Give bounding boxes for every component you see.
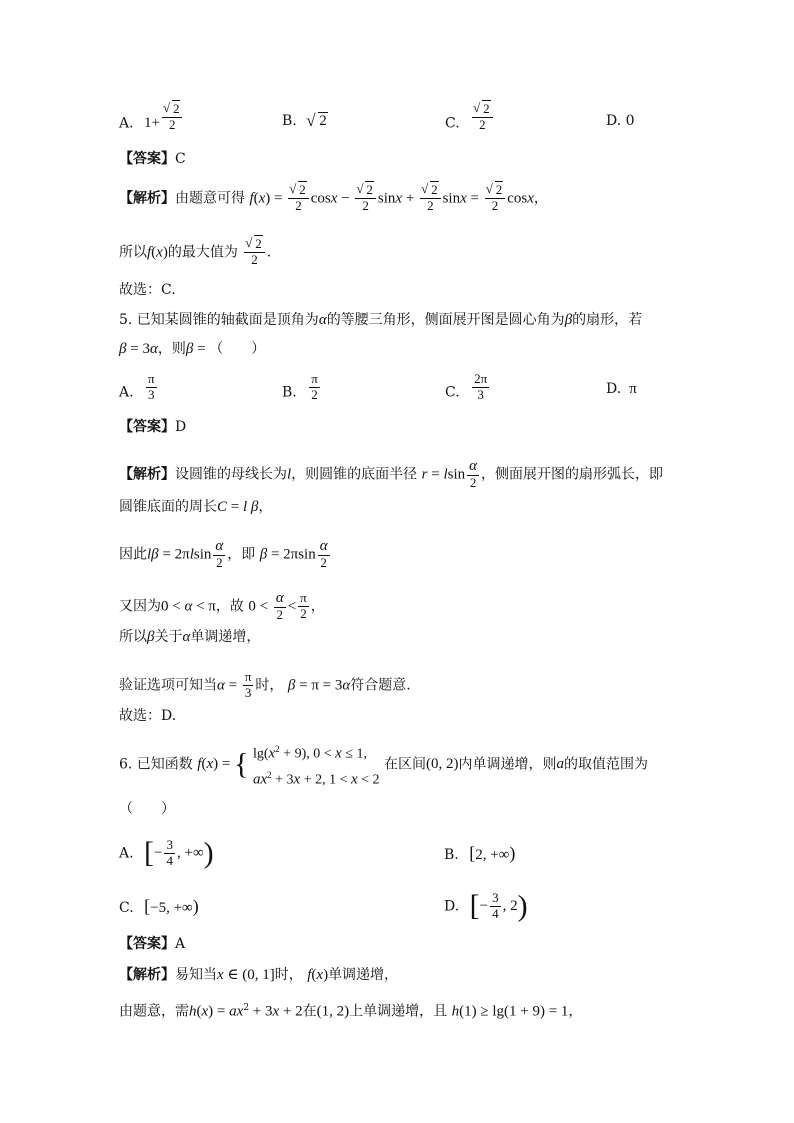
q6-option-b: B. [2, +∞) bbox=[444, 843, 516, 863]
q6-answer: 【答案】A bbox=[119, 936, 186, 952]
q5-analysis-line-2: 圆锥底面的周长C = l β， bbox=[119, 499, 273, 515]
q6-analysis-line-2: 由题意，需$h(x) = ax^2 + 3x + 2$在(1, 2)上单调递增，且 h(1) ≥ lg(1 + 9) = 1， bbox=[119, 1003, 583, 1020]
q5-analysis-line-4: 又因为0 < α < π，故 0 < $\frac{\alpha}{2}$ < $\frac{\pi}{2}$ ， bbox=[119, 590, 325, 623]
q6-option-d: D. [− $\frac{3}{4}$ , 2) bbox=[444, 889, 528, 923]
q5-conclusion: 故选：D. bbox=[119, 708, 177, 724]
q5-analysis-line-3: 因此lβ = 2πlsin $\frac{\alpha}{2}$ ，即 β = 2πsin $\frac{\alpha}{2}$ bbox=[119, 538, 328, 571]
q6-stem-line-1: 6. 已知函数 f(x) = { $\lg(x^2 + 9)$, 0 < x ≤ 1, $ax^2 + 3x + 2$, 1 < x < 2 在区间(0, 2)内单调递增，则a的取值范围为 bbox=[119, 739, 648, 783]
q5-option-c: C. $\frac{2\pi}{3}$ bbox=[445, 371, 488, 402]
q4-analysis-line-2: 所以f(x)的最大值为 √ $\frac{2}{2}$ . bbox=[119, 237, 271, 268]
q4-option-d: D. 0 bbox=[606, 113, 635, 129]
q4-analysis-line-1: 【解析】由题意可得 f(x) = √ $\frac{2}{2}$ cosx − √ $\frac{2}{2}$ sinx + √ $\frac{2}{2}$ sinx = √ $\frac{2}{2}$ cosx， bbox=[119, 183, 548, 214]
q5-analysis-line-5: 所以β关于α单调递增， bbox=[119, 629, 261, 645]
q4-conclusion: 故选：C. bbox=[119, 282, 176, 298]
q5-option-d: D. π bbox=[606, 381, 637, 397]
q6-stem-line-2: （ ） bbox=[119, 801, 175, 817]
q5-analysis-line-6: 验证选项可知当α = $\frac{\pi}{3}$ 时， β = π = 3α符合题意. bbox=[119, 669, 411, 700]
q5-option-b: B. $\frac{\pi}{2}$ bbox=[282, 371, 318, 402]
q6-analysis-line-1: 【解析】易知当x ∈ (0, 1]时， f(x)单调递增， bbox=[119, 967, 399, 983]
q5-stem-line-1: 5. 已知某圆锥的轴截面是顶角为α的等腰三角形，侧面展开图是圆心角为β的扇形，若 bbox=[119, 312, 643, 328]
q5-stem-line-2: β = 3α，则β = （ ） bbox=[119, 341, 266, 357]
q5-analysis-line-1: 【解析】设圆锥的母线长为l，则圆锥的底面半径 r = lsin $\frac{\alpha}{2}$ ，侧面展开图的扇形弧长，即 bbox=[119, 458, 663, 491]
q5-option-a: A. $\frac{\pi}{3}$ bbox=[119, 371, 155, 402]
q4-answer: 【答案】C bbox=[119, 151, 186, 167]
q4-option-a: A. 1+ √ $\frac{2}{2}$ bbox=[119, 114, 184, 133]
q5-answer: 【答案】D bbox=[119, 419, 187, 435]
fraction: √ $\frac{2}{2}$ bbox=[162, 102, 183, 133]
q4-option-c: C. √ $\frac{2}{2}$ bbox=[445, 114, 495, 133]
q6-option-a: A. [− $\frac{3}{4}$ , +∞) bbox=[119, 836, 214, 870]
q6-option-c: C. [−5, +∞) bbox=[119, 896, 199, 916]
q4-option-b: B. √ 2 bbox=[282, 114, 328, 129]
piecewise-cases: $\lg(x^2 + 9)$, 0 < x ≤ 1, $ax^2 + 3x + 2$, 1 < x < 2 bbox=[252, 744, 380, 788]
